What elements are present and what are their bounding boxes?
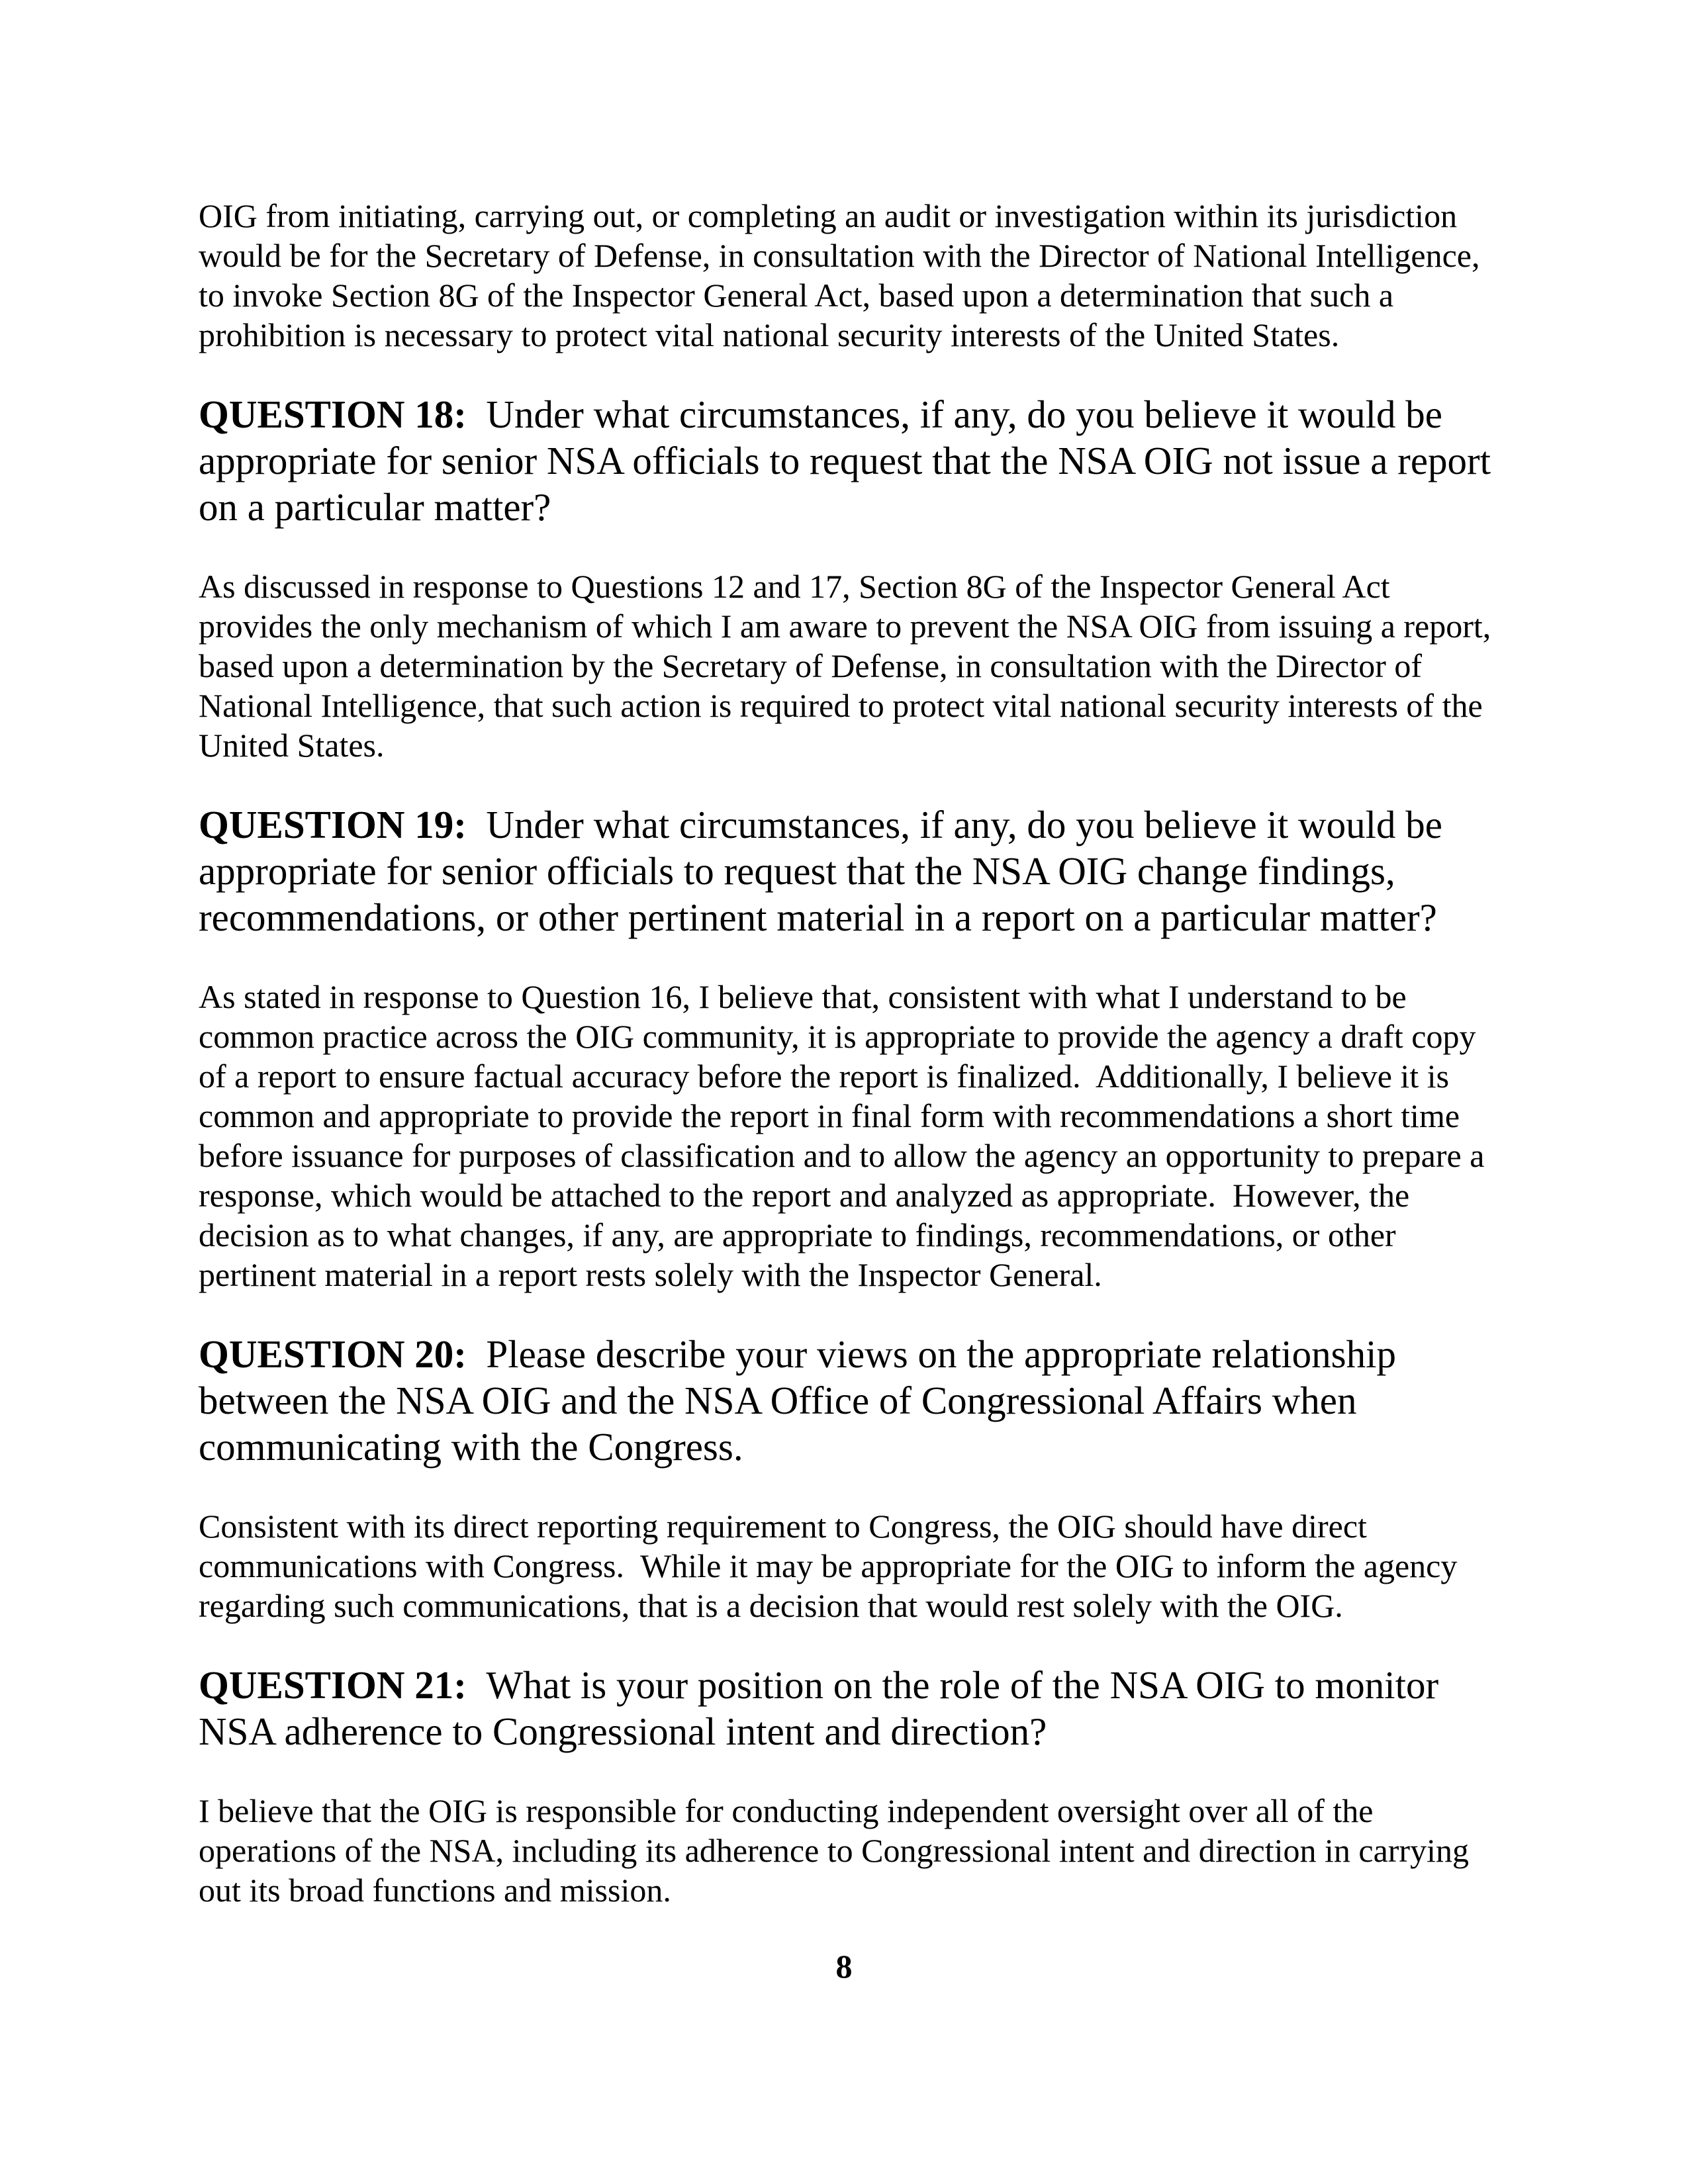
question-19-text: Under what circumstances, if any, do you believe it would be appropriate for senior officials to request that the NSA OIG change findings, recommendations, or other pertinent material in a report on a particular matter? [199, 803, 1452, 939]
question-18-label: QUESTION 18: [199, 392, 467, 436]
question-19-label: QUESTION 19: [199, 803, 467, 846]
question-20-text: Please describe your views on the appropriate relationship between the NSA OIG and the NSA Office of Congressional Affairs when communicating with the Congress. [199, 1332, 1406, 1469]
answer-18-paragraph: As discussed in response to Questions 12 and 17, Section 8G of the Inspector General Act provides the only mechanism of which I am aware to prevent the NSA OIG from issuing a report, based upon a determination by the Secretary of Defense, in consultation with the Director of National Intelligence, that such action is required to protect vital national security interests of the United States. [199, 568, 1499, 764]
answer-21-paragraph: I believe that the OIG is responsible for conducting independent oversight over all of the operations of the NSA, including its adherence to Congressional intent and direction in carrying out its broad functions and mission. [199, 1792, 1477, 1909]
document-content [199, 0, 1506, 1986]
question-18-text: Under what circumstances, if any, do you believe it would be appropriate for senior NSA officials to request that the NSA OIG not issue a report on a particular matter? [199, 392, 1501, 529]
continuation-paragraph: OIG from initiating, carrying out, or completing an audit or investigation within its jurisdiction would be for the Secretary of Defense, in consultation with the Director of National Intelligence, to invoke Section 8G of the Inspector General Act, based upon a determination that such a prohibition is necessary to protect vital national security interests of the United States. [199, 197, 1488, 353]
question-21-label: QUESTION 21: [199, 1663, 467, 1707]
page-number: 8 [835, 1948, 853, 1985]
answer-20-paragraph: Consistent with its direct reporting requirement to Congress, the OIG should have direct communications with Congress. While it may be appropriate for the OIG to inform the agency regarding such communications, that is a decision that would rest solely with the OIG. [199, 1508, 1466, 1624]
question-20-heading [199, 1331, 1506, 1470]
question-19-heading [199, 801, 1506, 940]
question-21-heading [199, 1662, 1506, 1754]
question-20-label: QUESTION 20: [199, 1332, 467, 1376]
answer-19-paragraph: As stated in response to Question 16, I believe that, consistent with what I understand to be common practice across the OIG community, it is appropriate to provide the agency a draft copy of a report to ensure factual accuracy before the report is finalized. Additionally, I believe it is common and appropriate to provide the report in final form with recommendations a short time before issuance for purposes of classification and to allow the agency an opportunity to prepare a response, which would be attached to the report and analyzed as appropriate. However, the decision as to what changes, if any, are appropriate to findings, recommendations, or other pertinent material in a report rests solely with the Inspector General. [199, 978, 1493, 1293]
question-21-text: What is your position on the role of the NSA OIG to monitor NSA adherence to Congressional intent and direction? [199, 1663, 1448, 1753]
question-18-heading [199, 391, 1506, 530]
